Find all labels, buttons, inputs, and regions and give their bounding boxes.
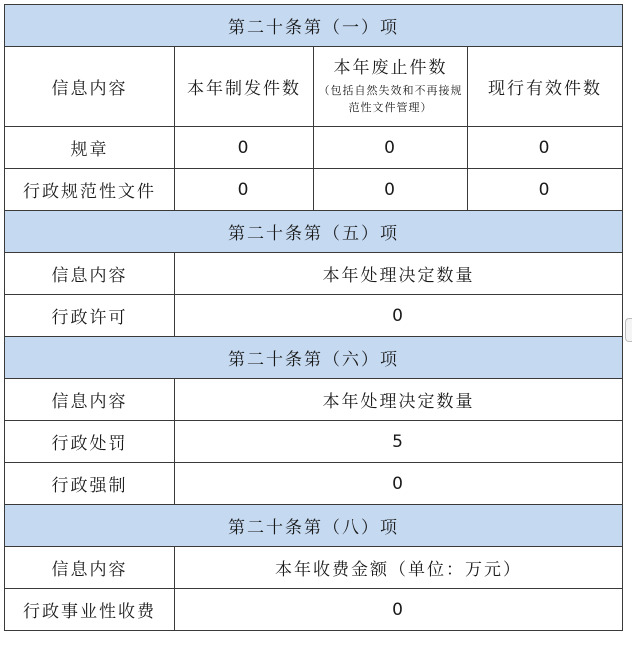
value-header: 本年收费金额（单位：万元） bbox=[175, 547, 623, 589]
issued-count-header: 本年制发件数 bbox=[175, 47, 314, 127]
value-cell: 0 bbox=[175, 463, 623, 505]
table-row bbox=[5, 589, 623, 631]
content-header: 信息内容 bbox=[5, 547, 175, 589]
content-header: 信息内容 bbox=[5, 47, 175, 127]
column-header-row bbox=[5, 47, 623, 127]
value-header: 本年处理决定数量 bbox=[175, 253, 623, 295]
value-header: 本年处理决定数量 bbox=[175, 379, 623, 421]
row-label: 行政规范性文件 bbox=[5, 169, 175, 211]
content-header: 信息内容 bbox=[5, 379, 175, 421]
section-header-row bbox=[5, 337, 623, 379]
valid-count-cell: 0 bbox=[468, 169, 623, 211]
repealed-count-note: （包括自然失效和不再接规范性文件管理） bbox=[318, 84, 463, 114]
section-title: 第二十条第（八）项 bbox=[5, 505, 623, 547]
row-label: 行政处罚 bbox=[5, 421, 175, 463]
repealed-count-label: 本年废止件数 bbox=[333, 58, 448, 78]
table-row bbox=[5, 463, 623, 505]
value-cell: 5 bbox=[175, 421, 623, 463]
value-cell: 0 bbox=[175, 295, 623, 337]
repealed-count-cell: 0 bbox=[314, 127, 468, 169]
scroll-edge-handle[interactable] bbox=[625, 318, 632, 342]
section-header-row bbox=[5, 505, 623, 547]
disclosure-table bbox=[4, 4, 623, 631]
valid-count-header: 现行有效件数 bbox=[468, 47, 623, 127]
issued-count-cell: 0 bbox=[175, 127, 314, 169]
column-header-row bbox=[5, 379, 623, 421]
column-header-row bbox=[5, 253, 623, 295]
row-label: 规章 bbox=[5, 127, 175, 169]
column-header-row bbox=[5, 547, 623, 589]
section-header-row bbox=[5, 211, 623, 253]
section-title: 第二十条第（五）项 bbox=[5, 211, 623, 253]
section-header-row bbox=[5, 5, 623, 47]
table-row bbox=[5, 295, 623, 337]
section-title: 第二十条第（六）项 bbox=[5, 337, 623, 379]
row-label: 行政强制 bbox=[5, 463, 175, 505]
content-header: 信息内容 bbox=[5, 253, 175, 295]
value-cell: 0 bbox=[175, 589, 623, 631]
repealed-count-cell: 0 bbox=[314, 169, 468, 211]
section-title: 第二十条第（一）项 bbox=[5, 5, 623, 47]
issued-count-cell: 0 bbox=[175, 169, 314, 211]
row-label: 行政事业性收费 bbox=[5, 589, 175, 631]
valid-count-cell: 0 bbox=[468, 127, 623, 169]
repealed-count-header bbox=[314, 47, 468, 127]
row-label: 行政许可 bbox=[5, 295, 175, 337]
table-row bbox=[5, 169, 623, 211]
table-row bbox=[5, 421, 623, 463]
table-row bbox=[5, 127, 623, 169]
